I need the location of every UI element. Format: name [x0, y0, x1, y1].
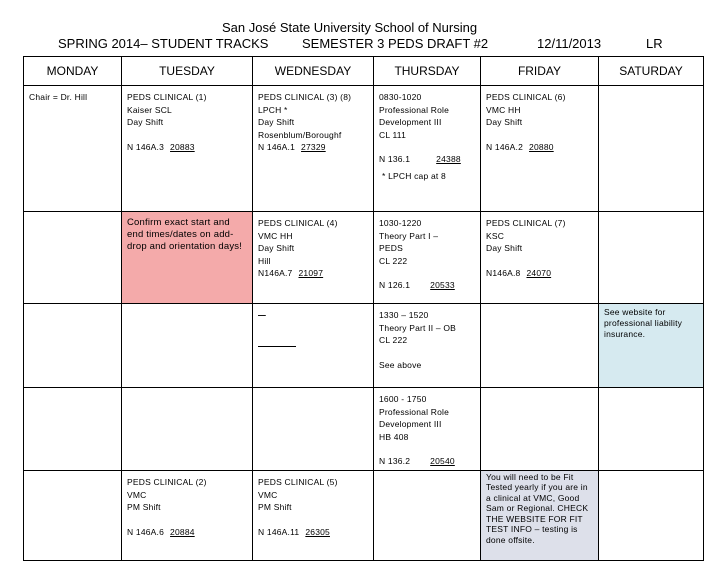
- school-title: San José State University School of Nursing: [222, 20, 478, 35]
- dash-mark: –: [258, 306, 266, 322]
- class-time: 1600 - 1750: [379, 394, 427, 404]
- class-room: CL 111: [379, 129, 407, 140]
- clinical-title: PEDS CLINICAL (6): [486, 92, 566, 102]
- clinical-title: PEDS CLINICAL (1): [127, 92, 207, 102]
- class-time: 1030-1220: [379, 218, 422, 228]
- saturday-cell: [599, 304, 704, 388]
- wednesday-cell: [253, 304, 374, 388]
- course-line: N 146A.2 20880: [486, 141, 554, 152]
- day-saturday: SATURDAY: [599, 57, 704, 86]
- course-line: N 136.2 20540: [379, 456, 455, 467]
- divider-line: [258, 346, 296, 347]
- day-wednesday: WEDNESDAY: [253, 57, 374, 86]
- clinical-shift: Day Shift: [486, 243, 523, 254]
- friday-cell: [481, 304, 599, 388]
- day-thursday: THURSDAY: [374, 57, 481, 86]
- class-room: CL 222: [379, 335, 408, 346]
- course-line: N 136.1 24388: [379, 154, 461, 165]
- fit-test-note: You will need to be Fit Tested yearly if you are in a clinical at VMC, Good Sam or Regional. CHECK THE WEBSITE FOR FIT TEST INFO – testing is done offsite.: [486, 471, 589, 545]
- lpch-cap-note: * LPCH cap at 8: [382, 171, 446, 181]
- clinical-shift: PM Shift: [258, 502, 292, 513]
- course-line: N 126.1 20533: [379, 280, 455, 291]
- draft-date: 12/11/2013: [537, 36, 602, 51]
- monday-cell: [24, 304, 122, 388]
- clinical-title: PEDS CLINICAL (2): [127, 476, 207, 487]
- course-code: 27329: [301, 142, 326, 153]
- day-friday: FRIDAY: [481, 57, 599, 86]
- clinical-site: KSC: [486, 230, 505, 241]
- clinical-site: Kaiser SCL: [127, 104, 172, 115]
- wednesday-cell: [253, 86, 374, 212]
- clinical-site-2: Rosenblum/Boroughf: [258, 129, 342, 140]
- clinical-site: VMC HH: [258, 230, 293, 241]
- class-title: Professional Role: [379, 406, 450, 417]
- thursday-cell: [374, 304, 481, 388]
- course-code: 20540: [430, 456, 455, 467]
- course-line: N 146A.3 20883: [127, 141, 195, 152]
- add-drop-reminder: Confirm exact start and end times/dates on add-drop and orientation days!: [127, 217, 243, 252]
- monday-cell: [24, 470, 122, 560]
- class-room: CL 222: [379, 255, 408, 266]
- wednesday-cell: [253, 388, 374, 471]
- clinical-site: LPCH *: [258, 104, 288, 115]
- author-initials: LR: [646, 36, 663, 51]
- saturday-cell: [599, 86, 704, 212]
- clinical-site-2: Hill: [258, 255, 271, 266]
- course-line: N 146A.1 27329: [258, 142, 326, 153]
- course-code: 20884: [170, 526, 195, 537]
- thursday-cell: [374, 470, 481, 560]
- day-monday: MONDAY: [24, 57, 122, 86]
- clinical-shift: Day Shift: [486, 117, 523, 128]
- schedule-row: [24, 86, 704, 212]
- insurance-note: See website for professional liability insurance.: [604, 307, 683, 339]
- class-title: Professional Role: [379, 104, 450, 115]
- clinical-shift: Day Shift: [258, 243, 295, 254]
- course-line: N 146A.11 26305: [258, 526, 330, 537]
- page-subheader: [0, 36, 720, 54]
- tuesday-cell: [122, 304, 253, 388]
- thursday-cell: [374, 212, 481, 304]
- saturday-cell: [599, 388, 704, 471]
- schedule-row: [24, 212, 704, 304]
- friday-cell: [481, 388, 599, 471]
- course-line: N146A.8 24070: [486, 267, 552, 278]
- clinical-site: VMC: [127, 489, 147, 500]
- friday-cell: [481, 212, 599, 304]
- wednesday-cell: [253, 470, 374, 560]
- clinical-title: PEDS CLINICAL (5): [258, 476, 338, 487]
- clinical-title: PEDS CLINICAL (7): [486, 218, 566, 228]
- monday-cell: [24, 388, 122, 471]
- schedule-row: [24, 304, 704, 388]
- course-code: 24388: [436, 154, 461, 165]
- thursday-cell: [374, 86, 481, 212]
- friday-cell: [481, 86, 599, 212]
- term-label: SPRING 2014– STUDENT TRACKS: [58, 36, 269, 51]
- clinical-shift: Day Shift: [127, 117, 164, 128]
- wednesday-cell: [253, 212, 374, 304]
- course-code: 24070: [526, 267, 552, 278]
- clinical-site: VMC: [258, 489, 278, 500]
- day-header-row: [24, 57, 704, 86]
- course-code: 21097: [298, 268, 324, 279]
- class-title-2: Development III: [379, 419, 442, 430]
- course-code: 20880: [529, 141, 554, 152]
- chair-note: Chair = Dr. Hill: [29, 92, 88, 102]
- see-above-note: See above: [379, 359, 422, 370]
- class-title-2: PEDS: [379, 243, 403, 254]
- course-line: N 146A.6 20884: [127, 526, 195, 537]
- schedule-table: [23, 56, 704, 561]
- clinical-site: VMC HH: [486, 104, 521, 115]
- class-title: Theory Part I –: [379, 230, 439, 241]
- friday-cell: [481, 470, 599, 560]
- semester-label: SEMESTER 3 PEDS DRAFT #2: [302, 36, 489, 51]
- course-code: 20533: [430, 280, 455, 291]
- class-time: 0830-1020: [379, 92, 422, 102]
- clinical-title: PEDS CLINICAL (4): [258, 218, 338, 228]
- course-line: N146A.7 21097: [258, 268, 324, 279]
- clinical-shift: PM Shift: [127, 502, 161, 513]
- class-title: Theory Part II – OB: [379, 322, 457, 333]
- tuesday-cell: [122, 388, 253, 471]
- clinical-shift: Day Shift: [258, 117, 295, 128]
- tuesday-cell: [122, 86, 253, 212]
- saturday-cell: [599, 470, 704, 560]
- tuesday-cell: [122, 470, 253, 560]
- class-room: HB 408: [379, 431, 409, 442]
- class-time: 1330 – 1520: [379, 310, 429, 320]
- clinical-title: PEDS CLINICAL (3) (8): [258, 92, 352, 102]
- course-code: 26305: [305, 526, 330, 537]
- class-title-2: Development III: [379, 117, 442, 128]
- monday-cell: [24, 86, 122, 212]
- thursday-cell: [374, 388, 481, 471]
- schedule-row: [24, 470, 704, 560]
- day-tuesday: TUESDAY: [122, 57, 253, 86]
- schedule-row: [24, 388, 704, 471]
- saturday-cell: [599, 212, 704, 304]
- tuesday-cell: [122, 212, 253, 304]
- monday-cell: [24, 212, 122, 304]
- course-code: 20883: [170, 141, 195, 152]
